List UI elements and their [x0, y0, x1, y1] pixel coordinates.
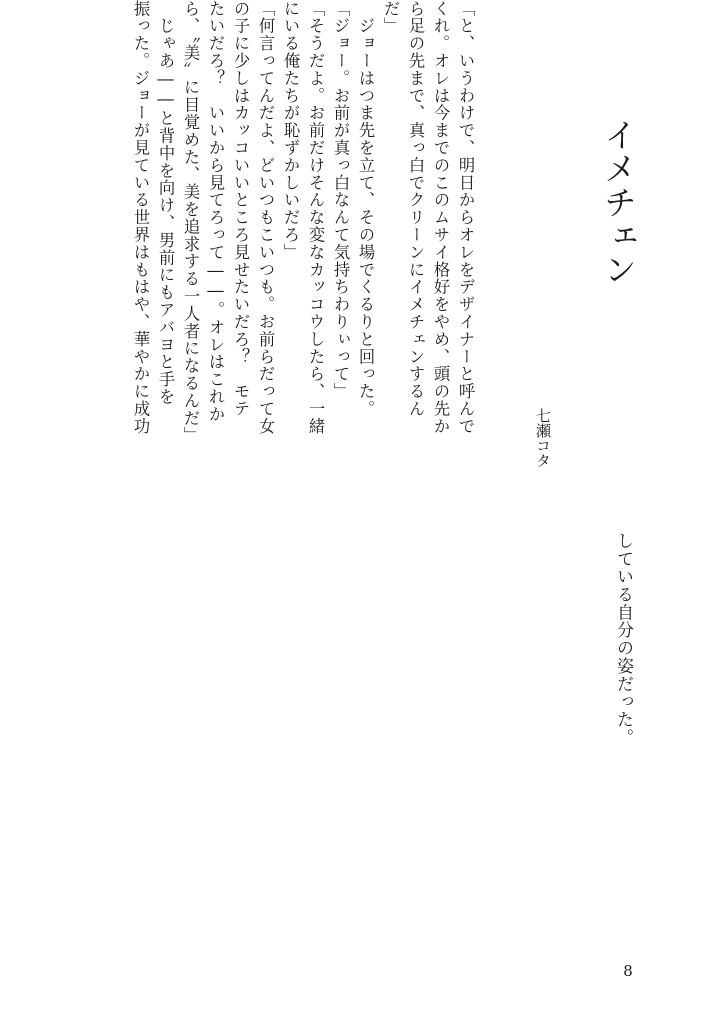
body-line: 「そうだよ。お前だけそんな変なカッコウしたら、一緒: [306, 0, 325, 435]
body-line: ら、〝美〟に目覚めた、美を追求する一人者になるんだ」: [181, 0, 200, 445]
body-line: にいる俺たちが恥ずかしいだろ」: [281, 0, 300, 261]
body-line: 「と、いうわけで、明日からオレをデザイナーと呼んで: [456, 0, 475, 435]
author-name: 七瀬コタ: [534, 408, 552, 468]
body-line: 「ジョー。お前が真っ白なんて気持ちわりぃって」: [331, 0, 350, 401]
body-line: ら足の先まで、真っ白でクリーンにイメチェンするん: [406, 0, 425, 418]
page-number: 8: [623, 962, 633, 980]
body-line: ジョーはつま先を立て、その場でくるりと回った。: [356, 0, 375, 418]
story-title: イメチェン: [599, 118, 638, 287]
body-line: 振った。ジョーが見ている世界はもはや、華やかに成功: [131, 0, 150, 435]
body-line: 「何言ってんだよ、どいつもこいつも。お前らだって女: [256, 0, 275, 435]
body-line: じゃあ――と背中を向け、男前にもアバヨと手を: [156, 0, 175, 406]
body-line: の子に少しはカッコいいところ見せたいだろ？ モテ: [231, 0, 250, 418]
continued-line: している自分の姿だった。: [613, 532, 633, 747]
body-line: たいだろ？ いいから見てろって――。オレはこれか: [206, 0, 225, 423]
body-line: くれ。オレは今までのこのムサイ格好をやめ、頭の先か: [431, 0, 450, 435]
body-line: だ」: [381, 0, 400, 35]
